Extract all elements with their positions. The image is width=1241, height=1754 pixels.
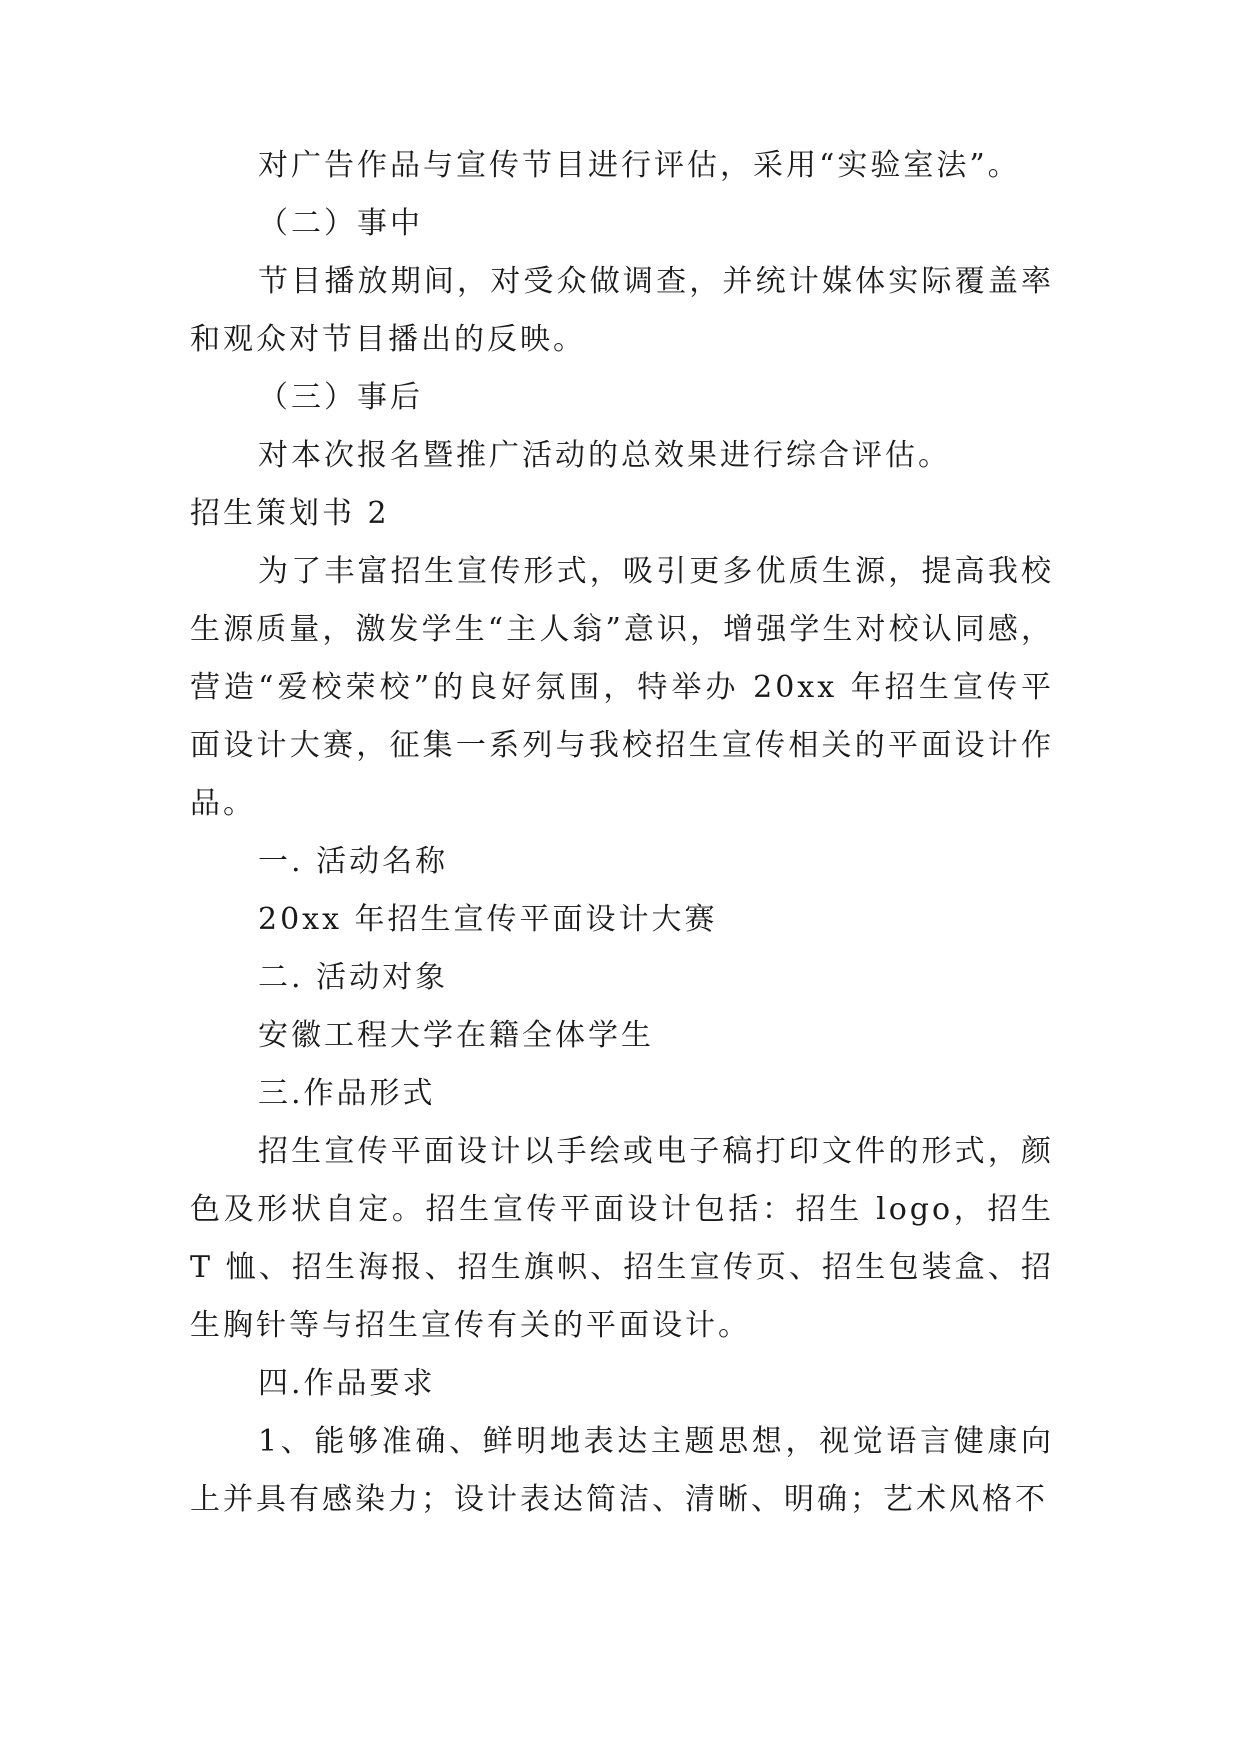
- heading-activity-target: 二. 活动对象: [258, 960, 449, 995]
- heading-during: （二）事中: [258, 206, 423, 241]
- paragraph-activity-target: 安徽工程大学在籍全体学生: [258, 1018, 654, 1053]
- paragraph-intro: 为了丰富招生宣传形式，吸引更多优质生源，提高我校生源质量，激发学生“主人翁”意识，增强学生对校认同感，营造“爱校荣校”的良好氛围，特举办 20xx 年招生宣传平面设计大赛，征集一系列与我校招生宣传相关的平面设计作品。: [190, 554, 1054, 821]
- paragraph-after: 对本次报名暨推广活动的总效果进行综合评估。: [258, 438, 951, 473]
- section-title-plan-2: 招生策划书 2: [190, 496, 390, 531]
- heading-after: （三）事后: [258, 380, 423, 415]
- paragraph-evaluation-method: 对广告作品与宣传节目进行评估，采用“实验室法”。: [258, 148, 1021, 183]
- paragraph-activity-name: 20xx 年招生宣传平面设计大赛: [258, 902, 718, 937]
- paragraph-work-form: 招生宣传平面设计以手绘或电子稿打印文件的形式，颜色及形状自定。招生宣传平面设计包括：招生 logo，招生 T 恤、招生海报、招生旗帜、招生宣传页、招生包装盒、招生胸针等与招生宣传有关的平面设计。: [190, 1134, 1054, 1343]
- paragraph-during: 节目播放期间，对受众做调查，并统计媒体实际覆盖率和观众对节目播出的反映。: [190, 264, 1054, 357]
- heading-work-form: 三.作品形式: [258, 1076, 436, 1111]
- paragraph-requirement-1: 1、能够准确、鲜明地表达主题思想，视觉语言健康向上并具有感染力；设计表达简洁、清晰、明确；艺术风格不: [190, 1424, 1054, 1517]
- heading-activity-name: 一. 活动名称: [258, 844, 449, 879]
- heading-work-requirements: 四.作品要求: [258, 1366, 436, 1401]
- document-body: [190, 137, 1054, 1529]
